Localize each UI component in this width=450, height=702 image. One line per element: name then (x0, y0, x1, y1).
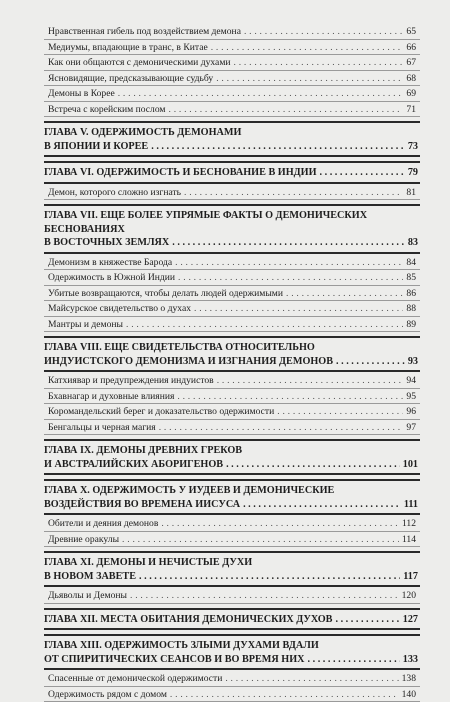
toc-chapter (44, 479, 420, 515)
chapter-title-line (44, 639, 420, 653)
toc-page-number: 81 (406, 185, 420, 201)
toc-entry (44, 317, 420, 333)
leader-dots (226, 458, 400, 472)
leader-dots (243, 498, 401, 512)
leader-dots (286, 286, 403, 302)
toc-entry (44, 185, 420, 201)
toc-entry (44, 420, 420, 436)
toc-entry-title: Встреча с корейским послом (48, 102, 166, 118)
toc-page-number: 69 (406, 86, 420, 102)
leader-dots (126, 317, 403, 333)
toc-entry (44, 671, 420, 687)
toc-entry-title: Демоны в Корее (48, 86, 115, 102)
toc-entry-title: Катхиявар и предупреждения индуистов (48, 373, 214, 389)
chapter-title-line (44, 444, 420, 458)
leader-dots (122, 532, 399, 548)
toc-chapter (44, 161, 420, 184)
leader-dots (194, 301, 403, 317)
chapter-title-line (44, 498, 420, 512)
chapter-page-number: 133 (403, 653, 420, 667)
toc-page-number: 96 (406, 404, 420, 420)
leader-dots (159, 420, 404, 436)
toc-entry-title: Обители и деяния демонов (48, 516, 158, 532)
table-of-contents (44, 24, 420, 702)
toc-entry-title: Одержимость рядом с домом (48, 687, 167, 702)
toc-entry (44, 24, 420, 40)
leader-dots (234, 55, 404, 71)
toc-entry (44, 301, 420, 317)
chapter-title-text: ГЛАВА VI. ОДЕРЖИМОСТЬ И БЕСНОВАНИЕ В ИНДИИ (44, 166, 317, 180)
leader-dots (244, 24, 403, 40)
toc-page-number: 140 (402, 687, 420, 702)
toc-page-number: 138 (402, 671, 420, 687)
toc-entry-title: Спасенные от демонической одержимости (48, 671, 222, 687)
chapter-title-line (44, 209, 420, 223)
toc-page-number: 85 (406, 270, 420, 286)
toc-entry (44, 102, 420, 118)
toc-entry-title: Ясновидящие, предсказывающие судьбу (48, 71, 213, 87)
toc-entry (44, 55, 420, 71)
chapter-title-line (44, 653, 420, 667)
toc-chapter (44, 204, 420, 254)
leader-dots (151, 140, 405, 154)
toc-page-number: 97 (406, 420, 420, 436)
leader-dots (178, 270, 403, 286)
leader-dots (130, 588, 399, 604)
toc-page-number: 89 (406, 317, 420, 333)
toc-chapter (44, 336, 420, 372)
chapter-title-text: ГЛАВА XII. МЕСТА ОБИТАНИЯ ДЕМОНИЧЕСКИХ ДУХОВ (44, 613, 332, 627)
toc-chapter (44, 121, 420, 157)
chapter-title-text: И АВСТРАЛИЙСКИХ АБОРИГЕНОВ (44, 458, 223, 472)
toc-entry-title: Одержимость в Южной Индии (48, 270, 175, 286)
chapter-title-line (44, 458, 420, 472)
chapter-page-number: 117 (403, 570, 420, 584)
leader-dots (139, 570, 400, 584)
chapter-title-text: ГЛАВА VIII. ЕЩЕ СВИДЕТЕЛЬСТВА ОТНОСИТЕЛЬНО (44, 341, 315, 355)
toc-entry-title: Медиумы, впадающие в транс, в Китае (48, 40, 208, 56)
leader-dots (169, 102, 404, 118)
toc-page-number: 112 (402, 516, 420, 532)
chapter-title-text: ГЛАВА V. ОДЕРЖИМОСТЬ ДЕМОНАМИ (44, 126, 241, 140)
leader-dots (161, 516, 399, 532)
toc-entry (44, 516, 420, 532)
toc-page-number: 120 (402, 588, 420, 604)
toc-chapter (44, 439, 420, 475)
chapter-title-line (44, 166, 420, 180)
toc-entry (44, 255, 420, 271)
chapter-title-text: ИНДУИСТСКОГО ДЕМОНИЗМА И ИЗГНАНИЯ ДЕМОНОВ (44, 355, 333, 369)
leader-dots (308, 653, 400, 667)
chapter-title-text: В ВОСТОЧНЫХ ЗЕМЛЯХ (44, 236, 169, 250)
chapter-title-line (44, 355, 420, 369)
toc-entry-title: Коромандельский берег и доказательство одержимости (48, 404, 274, 420)
toc-page-number: 71 (406, 102, 420, 118)
chapter-title-text: В НОВОМ ЗАВЕТЕ (44, 570, 136, 584)
leader-dots (277, 404, 403, 420)
chapter-title-line (44, 126, 420, 140)
chapter-title-line (44, 613, 420, 627)
toc-entry-title: Древние оракулы (48, 532, 119, 548)
chapter-title-text: ГЛАВА XIII. ОДЕРЖИМОСТЬ ЗЛЫМИ ДУХАМИ ВДАЛИ (44, 639, 319, 653)
toc-page-number: 65 (406, 24, 420, 40)
chapter-title-text: ГЛАВА VII. ЕЩЕ БОЛЕЕ УПРЯМЫЕ ФАКТЫ О ДЕМОНИЧЕСКИХ (44, 209, 367, 223)
leader-dots (225, 671, 398, 687)
toc-entry (44, 86, 420, 102)
toc-entry-title: Мантры и демоны (48, 317, 123, 333)
leader-dots (320, 166, 405, 180)
toc-entry-title: Убитые возвращаются, чтобы делать людей одержимыми (48, 286, 283, 302)
chapter-title-line (44, 223, 420, 237)
toc-entry (44, 404, 420, 420)
toc-entry (44, 40, 420, 56)
toc-entry (44, 389, 420, 405)
toc-entry (44, 71, 420, 87)
chapter-page-number: 79 (408, 166, 420, 180)
toc-entry (44, 270, 420, 286)
toc-entry (44, 588, 420, 604)
leader-dots (336, 355, 405, 369)
toc-entry-title: Бхавнагар и духовные влияния (48, 389, 174, 405)
chapter-title-text: ГЛАВА XI. ДЕМОНЫ И НЕЧИСТЫЕ ДУХИ (44, 556, 252, 570)
toc-entry-title: Бенгальцы и черная магия (48, 420, 156, 436)
leader-dots (184, 185, 403, 201)
toc-page-number: 66 (406, 40, 420, 56)
chapter-title-line (44, 140, 420, 154)
toc-entry-title: Как они общаются с демоническими духами (48, 55, 231, 71)
toc-page-number: 68 (406, 71, 420, 87)
leader-dots (217, 373, 404, 389)
toc-entry-title: Дьяволы и Демоны (48, 588, 127, 604)
chapter-title-line (44, 556, 420, 570)
toc-chapter (44, 608, 420, 631)
toc-entry (44, 687, 420, 702)
toc-page-number: 94 (406, 373, 420, 389)
leader-dots (177, 389, 403, 405)
chapter-title-line (44, 484, 420, 498)
chapter-page-number: 101 (403, 458, 420, 472)
chapter-page-number: 73 (408, 140, 420, 154)
chapter-title-line (44, 570, 420, 584)
leader-dots (172, 236, 405, 250)
leader-dots (118, 86, 404, 102)
chapter-page-number: 111 (404, 498, 420, 512)
chapter-title-text: ГЛАВА IX. ДЕМОНЫ ДРЕВНИХ ГРЕКОВ (44, 444, 242, 458)
chapter-title-line (44, 341, 420, 355)
toc-page-number: 88 (406, 301, 420, 317)
leader-dots (175, 255, 403, 271)
chapter-page-number: 83 (408, 236, 420, 250)
toc-entry (44, 532, 420, 548)
toc-chapter (44, 634, 420, 670)
toc-chapter (44, 551, 420, 587)
toc-page-number: 67 (406, 55, 420, 71)
leader-dots (335, 613, 399, 627)
chapter-page-number: 127 (403, 613, 420, 627)
toc-entry (44, 286, 420, 302)
chapter-title-text: ВОЗДЕЙСТВИЯ ВО ВРЕМЕНА ИИСУСА (44, 498, 240, 512)
toc-page-number: 86 (406, 286, 420, 302)
toc-page-number: 95 (406, 389, 420, 405)
toc-entry-title: Нравственная гибель под воздействием демона (48, 24, 241, 40)
chapter-title-text: В ЯПОНИИ И КОРЕЕ (44, 140, 148, 154)
leader-dots (211, 40, 404, 56)
leader-dots (216, 71, 403, 87)
chapter-title-text: ОТ СПИРИТИЧЕСКИХ СЕАНСОВ И ВО ВРЕМЯ НИХ (44, 653, 305, 667)
toc-entry-title: Демон, которого сложно изгнать (48, 185, 181, 201)
toc-entry-title: Майсурское свидетельство о духах (48, 301, 191, 317)
chapter-title-line (44, 236, 420, 250)
toc-page-number: 114 (402, 532, 420, 548)
toc-entry (44, 373, 420, 389)
chapter-title-text: БЕСНОВАНИЯХ (44, 223, 125, 237)
leader-dots (170, 687, 399, 702)
chapter-page-number: 93 (408, 355, 420, 369)
chapter-title-text: ГЛАВА X. ОДЕРЖИМОСТЬ У ИУДЕЕВ И ДЕМОНИЧЕСКИЕ (44, 484, 334, 498)
toc-entry-title: Демонизм в княжестве Барода (48, 255, 172, 271)
toc-page-number: 84 (406, 255, 420, 271)
